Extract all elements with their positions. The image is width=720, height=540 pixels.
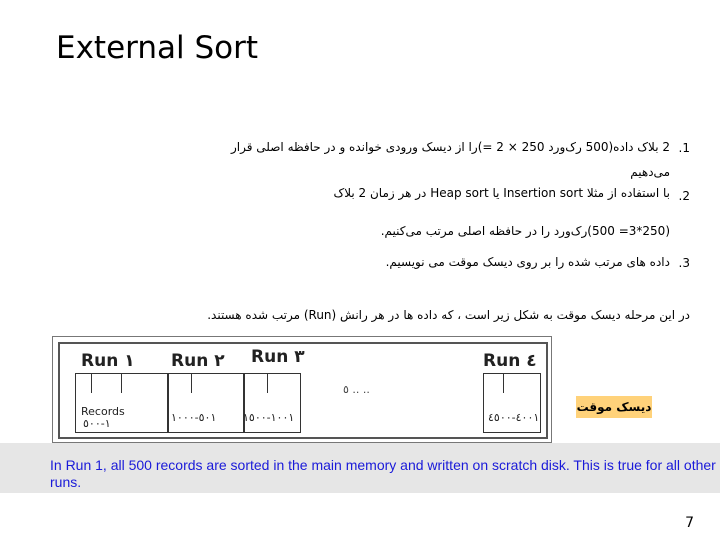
scratch-disk-diagram bbox=[52, 336, 552, 443]
run-3-range: ١٠٠١-١٥٠٠ bbox=[243, 411, 295, 424]
step-3-number: .3 bbox=[678, 256, 690, 270]
step-1-line2: می‌دهیم bbox=[630, 165, 670, 179]
run-3-box bbox=[243, 373, 301, 433]
run-4-range: ٤٠٠١-٤٥٠٠ bbox=[488, 411, 540, 424]
run-1-label: Run ١ bbox=[81, 351, 135, 371]
run-2-box bbox=[167, 373, 245, 433]
run-2-range: ٥٠١-١٠٠٠ bbox=[171, 411, 217, 424]
page-number: 7 bbox=[685, 515, 694, 531]
slide-title: External Sort bbox=[56, 30, 259, 66]
step-1-number: .1 bbox=[678, 141, 690, 155]
scratch-disk-label: دیسک موقت bbox=[576, 396, 652, 418]
run-1-divider bbox=[121, 373, 122, 393]
run-4-label: Run ٤ bbox=[483, 351, 537, 371]
run-1-range-bottom: ١-٥٠٠ bbox=[83, 417, 111, 430]
step-3-line1: داده های مرتب شده را بر روی دیسک موقت می نویسیم. bbox=[385, 255, 670, 269]
run-3-divider bbox=[267, 373, 268, 393]
run-4-divider bbox=[503, 373, 504, 393]
ellipsis-marks: ٥ .. .. bbox=[343, 383, 370, 396]
run-2-label: Run ٢ bbox=[171, 351, 225, 371]
step-1-line1: 2 بلاک داده(500 رک‌ورد 250 × 2 =)را از دیسک ورودی خوانده و در حافظه اصلی قرار bbox=[230, 140, 670, 154]
runs-description: در این مرحله دیسک موقت به شکل زیر است ، که داده ها در هر رانش (Run) مرتب شده هستند. bbox=[207, 308, 690, 322]
step-2-line2: (250*3= 500)رک‌ورد را در حافظه اصلی مرتب می‌کنیم. bbox=[380, 224, 670, 238]
run-1-divider bbox=[91, 373, 92, 393]
run-4-box bbox=[483, 373, 541, 433]
caption-text: In Run 1, all 500 records are sorted in the main memory and written on scratch disk. This is true for all other runs. bbox=[50, 457, 716, 490]
run-2-divider bbox=[191, 373, 192, 393]
caption-banner bbox=[0, 443, 720, 493]
step-2-line1: با استفاده از مثلا Insertion sort یا Heap sort در هر زمان 2 بلاک bbox=[333, 186, 670, 200]
run-1-range-top: Records bbox=[81, 405, 125, 418]
run-3-label: Run ٣ bbox=[251, 347, 305, 367]
step-2-number: .2 bbox=[678, 189, 690, 203]
